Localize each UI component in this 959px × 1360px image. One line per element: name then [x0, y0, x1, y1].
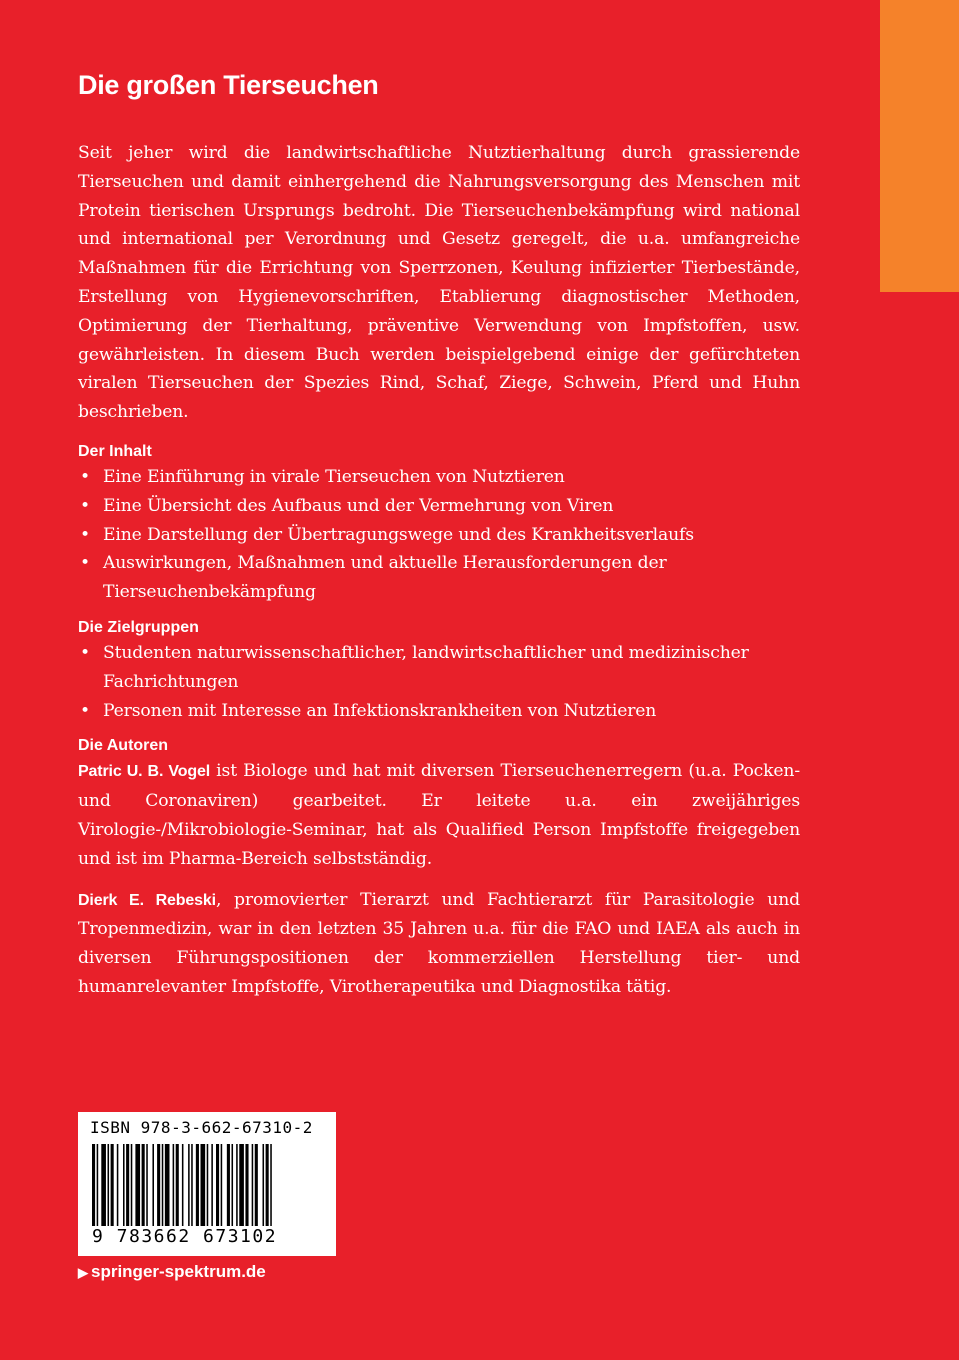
zielgruppen-list: [78, 639, 800, 725]
isbn-barcode: [78, 1112, 336, 1256]
author2-name: Dierk E. Rebeski: [78, 891, 216, 909]
zielgruppen-heading: Die Zielgruppen: [78, 618, 199, 636]
play-arrow-icon: ▶: [78, 1265, 88, 1280]
list-item: • Eine Übersicht des Aufbaus und der Vermehrung von Viren: [78, 492, 800, 521]
list-item: • Eine Einführung in virale Tierseuchen von Nutztieren: [78, 463, 800, 492]
inhalt-heading: Der Inhalt: [78, 442, 152, 460]
isbn-label: ISBN 978-3-662-67310-2: [90, 1118, 313, 1137]
barcode-digits: 9 783662 673102: [92, 1226, 278, 1247]
autoren-heading: Die Autoren: [78, 737, 169, 755]
author2-text: , promovierter Tierarzt und Fachtierarzt für Parasitologie und Tropenmedizin, war in den letzten 35 Jahren u.a. für die FAO und IAEA als auch in diversen Führungspositionen der kommerziellen Herstellung tier- und humanrelevanter Impfstoffe, Virotherapeutika und Diagnostika tätig.: [78, 889, 800, 997]
list-item: • Auswirkungen, Maßnahmen und aktuelle Herausforderungen der Tierseuchenbekämpfung: [78, 549, 800, 607]
author1-paragraph: [78, 757, 800, 873]
intro-paragraph: Seit jeher wird die landwirtschaftliche Nutztierhaltung durch grassierende Tierseuchen und damit einhergehend die Nahrungsversorgung des Menschen mit Protein tierischen Ursprungs bedroht. Die Tierseuchenbekämpfung wird national und international per Verordnung und Gesetz geregelt, die u.a. umfangreiche Maßnahmen für die Errichtung von Sperrzonen, Keulung infizierter Tierbestände, Erstellung von Hygienevorschriften, Etablierung diagnostischer Methoden, Optimierung der Tierhaltung, präventive Verwendung von Impfstoffen, usw. gewährleisten. In diesem Buch werden beispielgebend einige der gefürchteten viralen Tierseuchen der Spezies Rind, Schaf, Ziege, Schwein, Pferd und Huhn beschrieben.: [78, 143, 800, 423]
author1-text: ist Biologe und hat mit diversen Tierseuchenerregern (u.a. Pocken- und Coronaviren) gearbeitet. Er leitete u.a. ein zweijähriges Virologie-/Mikrobiologie-Seminar, hat als Qualified Person Impfstoffe freigegeben und ist im Pharma-Bereich selbstständig.: [78, 761, 800, 869]
list-item: • Eine Darstellung der Übertragungswege und des Krankheitsverlaufs: [78, 521, 800, 550]
book-title: Die großen Tierseuchen: [78, 70, 379, 100]
author1-name: Patric U. B. Vogel: [78, 763, 211, 781]
author2-paragraph: [78, 886, 800, 1002]
publisher-url: springer-spektrum.de: [91, 1262, 266, 1281]
publisher-link[interactable]: [78, 1262, 266, 1282]
list-item: • Personen mit Interesse an Infektionskrankheiten von Nutztieren: [78, 697, 800, 726]
list-item: • Studenten naturwissenschaftlicher, landwirtschaftlicher und medizinischer Fachrichtungen: [78, 639, 800, 697]
inhalt-list: [78, 463, 800, 607]
barcode-icon: [92, 1144, 322, 1226]
orange-corner-tab: [880, 0, 959, 292]
back-cover-content: [78, 70, 800, 1002]
